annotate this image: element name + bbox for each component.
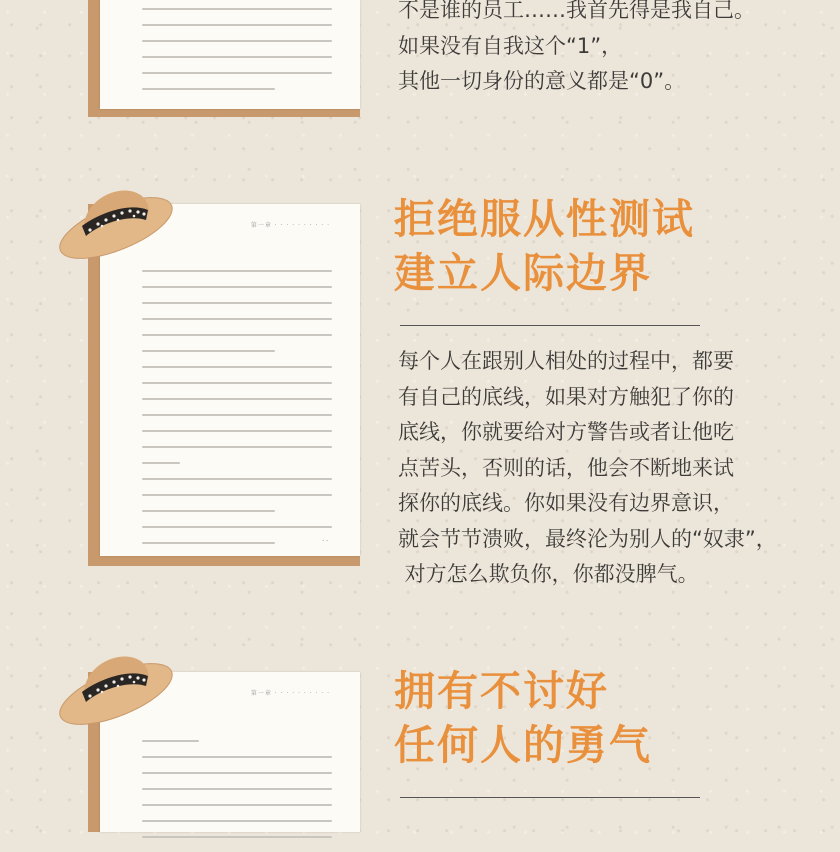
title-line: 任何人的勇气 [394, 721, 652, 769]
section-1 [0, 0, 840, 130]
body-line: 不是谁的员工……我首先得是我自己。 [398, 0, 755, 22]
divider-line [400, 325, 700, 326]
section-2-body [398, 344, 777, 593]
body-line: 对方怎么欺负你，你都没脾气。 [398, 562, 699, 586]
section-1-body [398, 0, 755, 100]
page-header: 第一章 · · · · · · · · · · [250, 222, 330, 229]
straw-hat-icon [54, 642, 178, 734]
book-mockup-1 [88, 0, 360, 117]
page-text-lines [142, 270, 332, 558]
body-line: 点苦头，否则的话，他会不断地来试 [398, 455, 734, 480]
page-number: · · [322, 538, 328, 545]
page-text-lines [142, 740, 332, 852]
book-page-1 [100, 0, 360, 109]
page-header: 第一章 · · · · · · · · · · [250, 690, 330, 697]
body-line: 如果没有自我这个“1”， [398, 33, 623, 58]
body-line: 底线，你就要给对方警告或者让他吃 [398, 420, 734, 444]
title-line: 建立人际边界 [394, 249, 652, 297]
section-3-title [394, 664, 652, 772]
page-text-lines [142, 8, 332, 104]
title-line: 拒绝服从性测试 [394, 195, 695, 243]
body-line: 每个人在跟别人相处的过程中，都要 [398, 349, 734, 373]
body-line: 有自己的底线，如果对方触犯了你的 [398, 384, 734, 409]
body-line: 其他一切身份的意义都是“0”。 [398, 69, 686, 93]
title-line: 拥有不讨好 [394, 667, 609, 715]
straw-hat-icon [54, 176, 178, 268]
section-2 [0, 170, 840, 620]
section-2-title [394, 192, 695, 300]
section-3 [0, 640, 840, 826]
divider-line [400, 797, 700, 798]
body-line: 探你的底线。你如果没有边界意识， [398, 491, 734, 515]
body-line: 就会节节溃败，最终沦为别人的“奴隶”， [398, 526, 777, 551]
